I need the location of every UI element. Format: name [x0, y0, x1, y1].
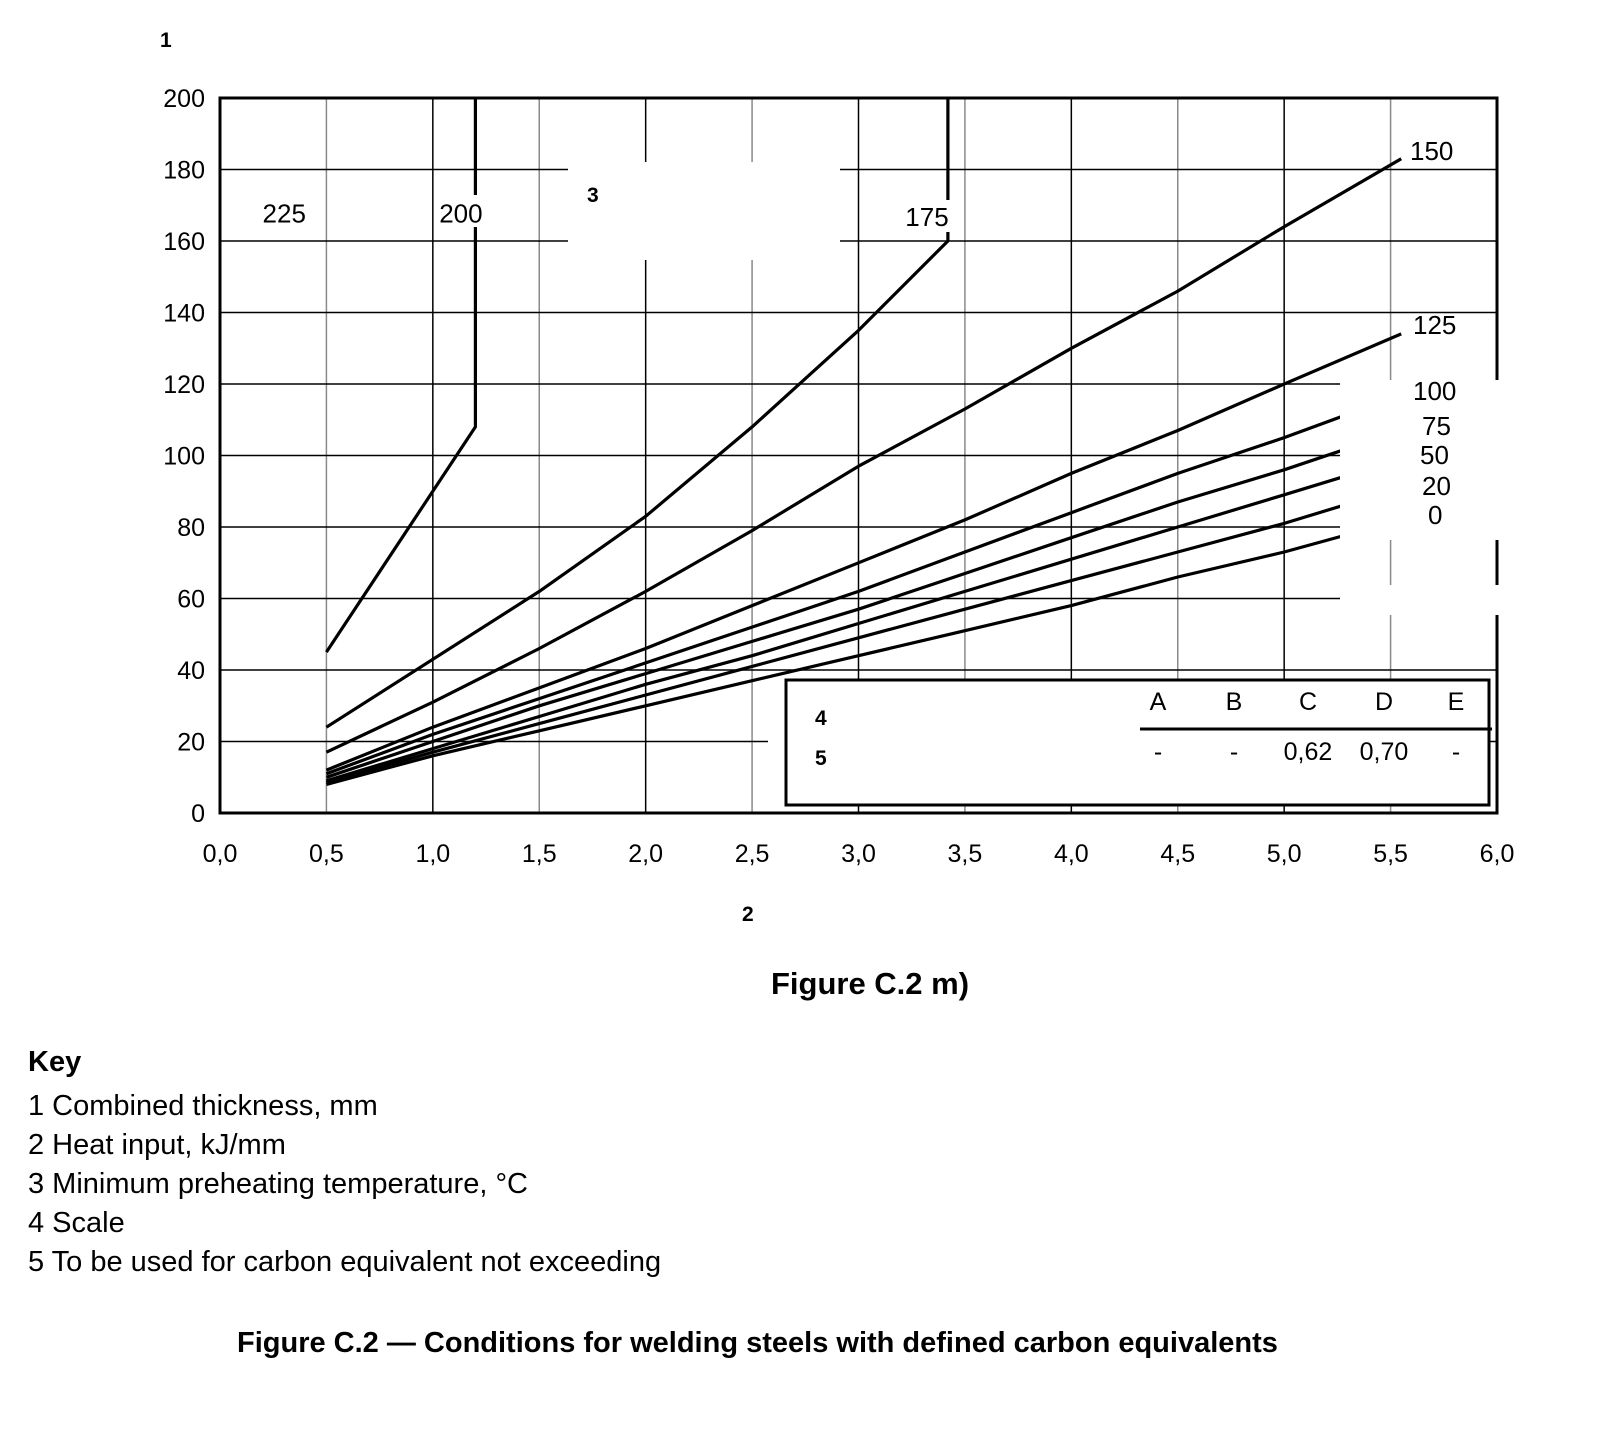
scale-column-value: -	[1153, 738, 1163, 766]
curve-label-0: 0	[1428, 500, 1443, 530]
x-tick-label: 1,5	[521, 840, 557, 868]
scale-column-value: -	[1229, 738, 1239, 766]
scale-column-header: C	[1298, 688, 1318, 716]
scale-column-value: -	[1451, 738, 1461, 766]
y-tick-label: 180	[163, 156, 205, 185]
x-tick-label: 4,0	[1053, 840, 1089, 868]
key-item: 3 Minimum preheating temperature, °C	[28, 1168, 528, 1200]
key-item: 4 Scale	[28, 1207, 125, 1239]
x-tick-label: 4,5	[1160, 840, 1196, 868]
y-tick-label: 200	[163, 85, 205, 113]
x-tick-label: 5,0	[1266, 840, 1302, 868]
x-tick-label: 2,0	[628, 840, 664, 868]
y-axis-tick-labels	[163, 85, 205, 828]
key-section	[28, 1046, 661, 1282]
x-axis-tick-labels	[203, 840, 1515, 868]
key-item: 2 Heat input, kJ/mm	[28, 1129, 286, 1161]
x-tick-label: 0,0	[202, 840, 238, 868]
x-tick-label: 3,5	[947, 840, 983, 868]
x-tick-label: 5,5	[1373, 840, 1408, 868]
region-label-175: 175	[905, 201, 949, 232]
y-tick-label: 120	[163, 371, 205, 399]
y-axis-marker: 1	[160, 29, 172, 52]
scale-column-header: B	[1225, 688, 1243, 716]
curve-label-75: 75	[1422, 411, 1451, 441]
x-tick-label: 1,0	[415, 840, 451, 868]
curve-label-150: 150	[1410, 136, 1454, 166]
y-tick-label: 20	[177, 728, 205, 757]
y-tick-label: 160	[163, 228, 205, 256]
scale-column-header: D	[1374, 688, 1394, 716]
label-whiteouts	[440, 162, 1500, 615]
curve-200	[326, 98, 475, 652]
curve-label-100: 100	[1413, 376, 1457, 406]
figure-caption: Figure C.2 — Conditions for welding steels with defined carbon equivalents	[237, 1327, 1278, 1359]
curve-label-20: 20	[1422, 471, 1451, 501]
region-label-200: 200	[439, 198, 483, 229]
y-tick-label: 40	[177, 657, 205, 685]
region-marker: 3	[587, 184, 599, 207]
key-title: Key	[28, 1046, 82, 1078]
scale-box	[768, 680, 1492, 805]
scale-column-header: E	[1447, 688, 1465, 716]
x-tick-label: 0,5	[309, 840, 344, 868]
ce-marker: 5	[815, 747, 827, 770]
x-tick-label: 6,0	[1479, 840, 1515, 868]
key-item: 5 To be used for carbon equivalent not exceeding	[28, 1246, 662, 1278]
x-tick-label: 2,5	[734, 840, 770, 868]
y-tick-label: 0	[191, 800, 205, 828]
y-tick-label: 100	[163, 442, 205, 471]
key-item: 1 Combined thickness, mm	[28, 1090, 378, 1122]
y-tick-label: 140	[163, 299, 205, 328]
y-tick-label: 80	[177, 514, 205, 542]
curve-label-125: 125	[1413, 310, 1457, 340]
x-axis-marker: 2	[742, 903, 754, 926]
curve-label-50: 50	[1420, 440, 1449, 470]
scale-column-value: 0,70	[1359, 738, 1409, 766]
scale-marker: 4	[815, 707, 827, 730]
scale-column-header: A	[1149, 688, 1167, 716]
figure-subtitle: Figure C.2 m)	[770, 966, 970, 1001]
y-tick-label: 60	[177, 585, 205, 614]
region-label-225: 225	[262, 198, 306, 229]
scale-column-value: 0,62	[1283, 738, 1333, 766]
x-tick-label: 3,0	[841, 840, 876, 868]
